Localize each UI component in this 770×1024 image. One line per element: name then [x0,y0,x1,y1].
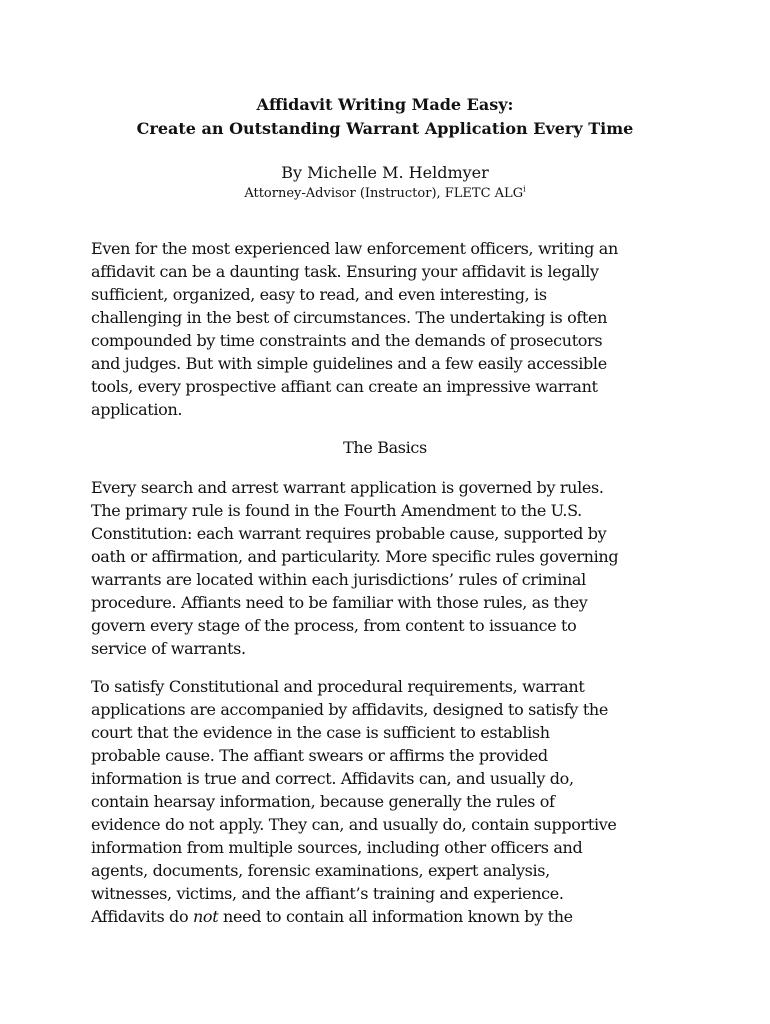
paragraph-line: agents, documents, forensic examinations, expert analysis, [91,861,550,880]
document-title-line-1: Affidavit Writing Made Easy: [256,95,514,114]
paragraph-line: warrants are located within each jurisdictions’ rules of criminal [91,570,586,589]
paragraph-line: information from multiple sources, including other officers and [91,838,583,857]
paragraph-line: tools, every prospective affiant can create an impressive warrant [91,377,598,396]
paragraph-line: govern every stage of the process, from content to issuance to [91,616,577,635]
paragraph-line: information is true and correct. Affidavits can, and usually do, [91,769,574,788]
author-affiliation [0,184,770,204]
paragraph-line: Every search and arrest warrant application is governed by rules. [91,478,604,497]
paragraph-line: evidence do not apply. They can, and usually do, contain supportive [91,815,617,834]
document-title-line-2: Create an Outstanding Warrant Application Every Time [136,119,634,138]
paragraph-line: affidavit can be a daunting task. Ensuring your affidavit is legally [91,262,599,281]
section-heading: The Basics [343,438,427,457]
paragraph-line: service of warrants. [91,639,246,658]
paragraph-line: Constitution: each warrant requires probable cause, supported by [91,524,607,543]
intro-paragraph [91,237,691,421]
affiliation-text: Attorney-Advisor (Instructor), FLETC ALG [244,186,524,201]
footnote-marker[interactable]: i [523,184,526,194]
paragraph-line: application. [91,400,183,419]
paragraph-line: oath or affirmation, and particularity. More specific rules governing [91,547,619,566]
paragraph-line: probable cause. The affiant swears or affirms the provided [91,746,548,765]
paragraph-line: witnesses, victims, and the affiant’s training and experience. [91,884,564,903]
paragraph-line: Even for the most experienced law enforcement officers, writing an [91,239,618,258]
paragraph-line: To satisfy Constitutional and procedural requirements, warrant [91,677,585,696]
requirements-paragraph [91,675,691,928]
paragraph-line: The primary rule is found in the Fourth Amendment to the U.S. [91,501,582,520]
paragraph-line: procedure. Affiants need to be familiar with those rules, as they [91,593,588,612]
author-byline: By Michelle M. Heldmyer [281,163,489,182]
paragraph-line: compounded by time constraints and the demands of prosecutors [91,331,603,350]
basics-paragraph [91,476,691,660]
text-run: need to contain all information known by the [218,907,573,926]
paragraph-line: challenging in the best of circumstances. The undertaking is often [91,308,608,327]
paragraph-line-emphasis [91,905,691,928]
paragraph-line: contain hearsay information, because generally the rules of [91,792,555,811]
paragraph-line: court that the evidence in the case is sufficient to establish [91,723,550,742]
paragraph-line: and judges. But with simple guidelines and a few easily accessible [91,354,607,373]
text-run: Affidavits do [91,907,193,926]
paragraph-line: applications are accompanied by affidavits, designed to satisfy the [91,700,609,719]
paragraph-line: sufficient, organized, easy to read, and even interesting, is [91,285,547,304]
emphasized-word: not [192,907,219,926]
